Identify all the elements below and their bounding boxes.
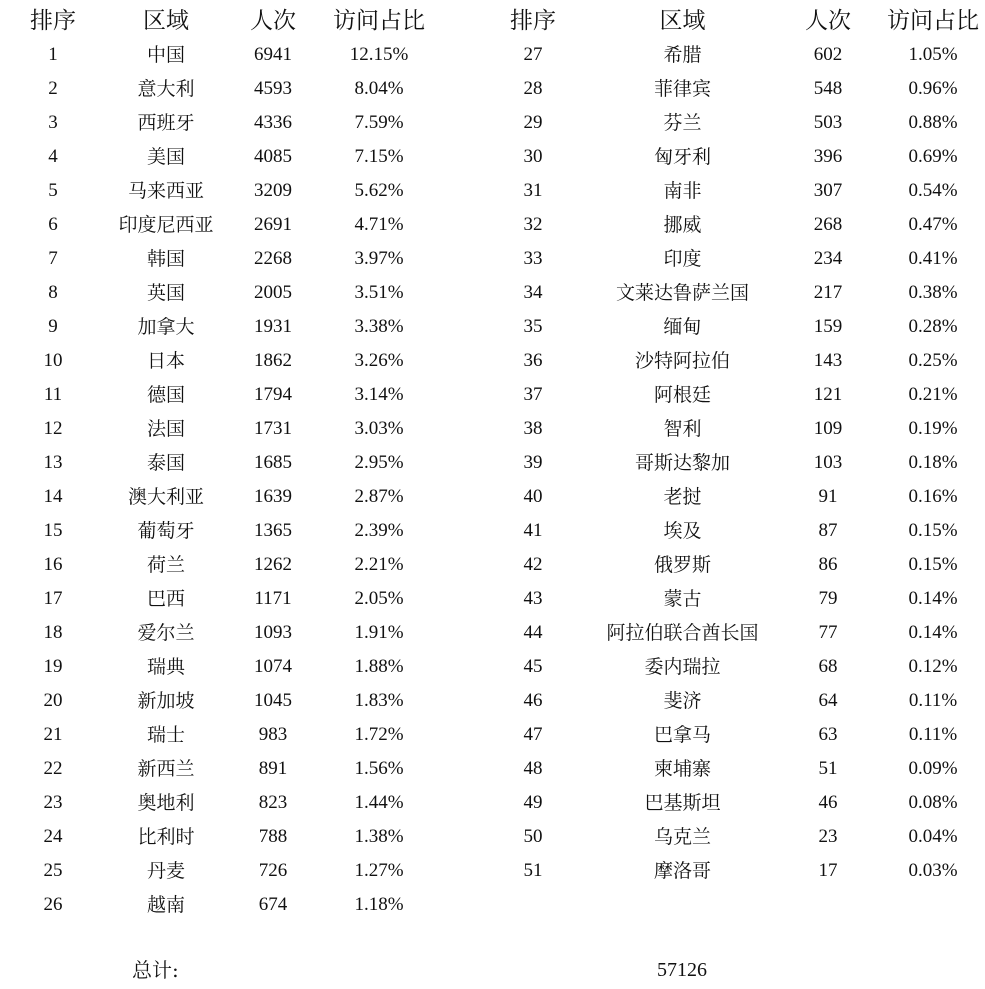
count-cell: 103 bbox=[813, 452, 843, 473]
rank-cell: 4 bbox=[48, 146, 58, 167]
count-cell: 1093 bbox=[254, 622, 292, 643]
count-cell: 307 bbox=[813, 180, 843, 201]
total-value: 57126 bbox=[657, 959, 707, 981]
region-cell: 柬埔寨 bbox=[653, 758, 711, 780]
share-cell: 4.71% bbox=[354, 214, 404, 235]
header-region: 区域 bbox=[143, 8, 189, 34]
total-label: 总计: bbox=[132, 958, 179, 982]
share-cell: 0.11% bbox=[908, 724, 958, 745]
share-cell: 12.15% bbox=[349, 44, 409, 65]
share-cell: 3.97% bbox=[354, 248, 404, 269]
count-cell: 1171 bbox=[254, 588, 292, 609]
share-cell: 0.12% bbox=[908, 656, 958, 677]
share-cell: 0.04% bbox=[908, 826, 958, 847]
region-cell: 菲律宾 bbox=[653, 78, 711, 100]
rank-cell: 42 bbox=[523, 554, 543, 575]
region-cell: 哥斯达黎加 bbox=[634, 452, 730, 474]
count-cell: 1262 bbox=[254, 554, 292, 575]
header-count: 人次 bbox=[250, 8, 296, 34]
share-cell: 1.18% bbox=[354, 894, 404, 915]
header-region: 区域 bbox=[659, 8, 706, 34]
count-cell: 788 bbox=[258, 826, 288, 847]
region-cell: 文莱达鲁萨兰国 bbox=[615, 282, 749, 304]
region-cell: 埃及 bbox=[663, 520, 702, 542]
rank-cell: 15 bbox=[43, 520, 63, 541]
share-cell: 0.28% bbox=[908, 316, 958, 337]
header-rank: 排序 bbox=[510, 8, 556, 34]
rank-cell: 33 bbox=[523, 248, 543, 269]
rank-cell: 10 bbox=[43, 350, 63, 371]
region-cell: 加拿大 bbox=[137, 316, 195, 338]
count-cell: 602 bbox=[813, 44, 843, 65]
share-cell: 1.88% bbox=[354, 656, 404, 677]
region-cell: 比利时 bbox=[137, 826, 195, 848]
share-cell: 2.05% bbox=[354, 588, 404, 609]
rank-cell: 27 bbox=[523, 44, 543, 65]
region-cell: 马来西亚 bbox=[127, 180, 204, 202]
share-cell: 1.56% bbox=[354, 758, 404, 779]
count-cell: 4336 bbox=[254, 112, 292, 133]
region-cell: 西班牙 bbox=[137, 112, 195, 134]
share-cell: 1.27% bbox=[354, 860, 404, 881]
count-cell: 234 bbox=[813, 248, 843, 269]
rank-cell: 25 bbox=[43, 860, 63, 881]
region-cell: 摩洛哥 bbox=[653, 860, 711, 882]
share-cell: 0.03% bbox=[908, 860, 958, 881]
count-cell: 823 bbox=[258, 792, 288, 813]
share-cell: 2.95% bbox=[354, 452, 404, 473]
rank-cell: 14 bbox=[43, 486, 63, 507]
count-cell: 1862 bbox=[254, 350, 292, 371]
share-cell: 1.05% bbox=[908, 44, 958, 65]
count-cell: 4593 bbox=[254, 78, 292, 99]
rank-cell: 9 bbox=[48, 316, 58, 337]
rank-cell: 34 bbox=[523, 282, 543, 303]
rank-cell: 29 bbox=[523, 112, 543, 133]
count-cell: 68 bbox=[818, 656, 838, 677]
rank-cell: 13 bbox=[43, 452, 63, 473]
share-cell: 2.87% bbox=[354, 486, 404, 507]
share-cell: 2.21% bbox=[354, 554, 404, 575]
share-cell: 1.44% bbox=[354, 792, 404, 813]
share-cell: 0.38% bbox=[908, 282, 958, 303]
share-cell: 1.91% bbox=[354, 622, 404, 643]
count-cell: 1074 bbox=[254, 656, 292, 677]
share-cell: 3.38% bbox=[354, 316, 404, 337]
region-cell: 匈牙利 bbox=[653, 146, 711, 168]
share-cell: 5.62% bbox=[354, 180, 404, 201]
count-cell: 6941 bbox=[254, 44, 292, 65]
rank-cell: 21 bbox=[43, 724, 63, 745]
rank-cell: 1 bbox=[48, 44, 58, 65]
count-cell: 2691 bbox=[254, 214, 292, 235]
rank-cell: 23 bbox=[43, 792, 63, 813]
rank-cell: 6 bbox=[48, 214, 58, 235]
count-cell: 983 bbox=[258, 724, 288, 745]
count-cell: 51 bbox=[818, 758, 838, 779]
region-cell: 泰国 bbox=[146, 452, 185, 474]
region-cell: 英国 bbox=[146, 282, 185, 304]
count-cell: 268 bbox=[813, 214, 843, 235]
count-cell: 143 bbox=[813, 350, 843, 371]
region-cell: 奥地利 bbox=[137, 792, 195, 814]
region-cell: 新西兰 bbox=[137, 758, 195, 780]
rank-cell: 31 bbox=[523, 180, 543, 201]
share-cell: 3.26% bbox=[354, 350, 404, 371]
count-cell: 17 bbox=[818, 860, 838, 881]
rank-cell: 46 bbox=[523, 690, 543, 711]
share-cell: 3.14% bbox=[354, 384, 404, 405]
rank-cell: 12 bbox=[43, 418, 63, 439]
count-cell: 109 bbox=[813, 418, 843, 439]
rank-cell: 37 bbox=[523, 384, 543, 405]
region-cell: 日本 bbox=[146, 350, 185, 372]
rank-cell: 32 bbox=[523, 214, 543, 235]
rank-cell: 19 bbox=[43, 656, 63, 677]
region-cell: 法国 bbox=[146, 418, 185, 440]
count-cell: 1731 bbox=[254, 418, 292, 439]
count-cell: 2005 bbox=[254, 282, 292, 303]
region-cell: 芬兰 bbox=[663, 112, 702, 134]
count-cell: 3209 bbox=[254, 180, 292, 201]
region-cell: 德国 bbox=[146, 384, 185, 406]
region-cell: 阿根廷 bbox=[653, 384, 711, 406]
header-share: 访问占比 bbox=[333, 8, 425, 34]
region-cell: 斐济 bbox=[663, 690, 702, 712]
share-cell: 0.18% bbox=[908, 452, 958, 473]
rank-cell: 2 bbox=[48, 78, 58, 99]
count-cell: 1931 bbox=[254, 316, 292, 337]
count-cell: 396 bbox=[813, 146, 843, 167]
share-cell: 0.11% bbox=[908, 690, 958, 711]
rank-cell: 44 bbox=[523, 622, 543, 643]
count-cell: 64 bbox=[818, 690, 838, 711]
region-cell: 挪威 bbox=[663, 214, 702, 236]
rank-cell: 43 bbox=[523, 588, 543, 609]
rank-cell: 50 bbox=[523, 826, 543, 847]
count-cell: 674 bbox=[258, 894, 288, 915]
region-cell: 阿拉伯联合酋长国 bbox=[606, 622, 759, 644]
rank-cell: 28 bbox=[523, 78, 543, 99]
count-cell: 726 bbox=[258, 860, 288, 881]
region-cell: 乌克兰 bbox=[653, 826, 711, 848]
count-cell: 63 bbox=[818, 724, 838, 745]
share-cell: 0.09% bbox=[908, 758, 958, 779]
share-cell: 0.19% bbox=[908, 418, 958, 439]
region-cell: 蒙古 bbox=[663, 588, 702, 610]
count-cell: 891 bbox=[258, 758, 288, 779]
rank-cell: 41 bbox=[523, 520, 543, 541]
share-cell: 0.15% bbox=[908, 520, 958, 541]
share-cell: 1.72% bbox=[354, 724, 404, 745]
share-cell: 0.88% bbox=[908, 112, 958, 133]
region-cell: 瑞典 bbox=[146, 656, 185, 678]
rank-cell: 47 bbox=[523, 724, 543, 745]
region-cell: 澳大利亚 bbox=[127, 486, 204, 508]
rank-cell: 35 bbox=[523, 316, 543, 337]
region-cell: 越南 bbox=[146, 894, 185, 916]
region-cell: 韩国 bbox=[146, 248, 185, 270]
share-cell: 0.25% bbox=[908, 350, 958, 371]
rank-cell: 26 bbox=[43, 894, 63, 915]
rank-cell: 48 bbox=[523, 758, 543, 779]
count-cell: 23 bbox=[818, 826, 838, 847]
share-cell: 0.15% bbox=[908, 554, 958, 575]
rank-cell: 40 bbox=[523, 486, 543, 507]
count-cell: 1365 bbox=[254, 520, 292, 541]
region-cell: 意大利 bbox=[137, 78, 195, 100]
rank-cell: 45 bbox=[523, 656, 543, 677]
region-cell: 爱尔兰 bbox=[137, 622, 195, 644]
count-cell: 4085 bbox=[254, 146, 292, 167]
share-cell: 0.69% bbox=[908, 146, 958, 167]
rank-cell: 17 bbox=[43, 588, 63, 609]
rank-cell: 51 bbox=[523, 860, 543, 881]
rank-cell: 39 bbox=[523, 452, 543, 473]
region-cell: 中国 bbox=[146, 44, 185, 66]
region-cell: 美国 bbox=[146, 146, 185, 168]
region-cell: 荷兰 bbox=[146, 554, 185, 576]
rank-cell: 36 bbox=[523, 350, 543, 371]
region-cell: 巴西 bbox=[146, 588, 185, 610]
share-cell: 3.03% bbox=[354, 418, 404, 439]
share-cell: 0.47% bbox=[908, 214, 958, 235]
region-cell: 委内瑞拉 bbox=[644, 656, 721, 678]
share-cell: 0.21% bbox=[908, 384, 958, 405]
rank-cell: 8 bbox=[48, 282, 58, 303]
share-cell: 0.08% bbox=[908, 792, 958, 813]
header-rank: 排序 bbox=[30, 8, 76, 34]
region-cell: 沙特阿拉伯 bbox=[634, 350, 730, 372]
region-cell: 瑞士 bbox=[146, 724, 185, 746]
count-cell: 86 bbox=[818, 554, 838, 575]
count-cell: 503 bbox=[813, 112, 843, 133]
count-cell: 91 bbox=[818, 486, 838, 507]
share-cell: 0.54% bbox=[908, 180, 958, 201]
region-cell: 巴拿马 bbox=[653, 724, 711, 746]
rank-cell: 22 bbox=[43, 758, 63, 779]
region-cell: 缅甸 bbox=[663, 316, 702, 338]
share-cell: 0.41% bbox=[908, 248, 958, 269]
rank-cell: 7 bbox=[48, 248, 58, 269]
rank-cell: 20 bbox=[43, 690, 63, 711]
count-cell: 1045 bbox=[254, 690, 292, 711]
header-count: 人次 bbox=[805, 8, 851, 34]
region-cell: 南非 bbox=[663, 180, 702, 202]
share-cell: 3.51% bbox=[354, 282, 404, 303]
share-cell: 7.15% bbox=[354, 146, 404, 167]
share-cell: 0.14% bbox=[908, 588, 958, 609]
share-cell: 1.83% bbox=[354, 690, 404, 711]
share-cell: 8.04% bbox=[354, 78, 404, 99]
count-cell: 1685 bbox=[254, 452, 292, 473]
count-cell: 46 bbox=[818, 792, 838, 813]
share-cell: 1.38% bbox=[354, 826, 404, 847]
count-cell: 121 bbox=[813, 384, 843, 405]
rank-cell: 18 bbox=[43, 622, 63, 643]
count-cell: 79 bbox=[818, 588, 838, 609]
share-cell: 7.59% bbox=[354, 112, 404, 133]
region-cell: 希腊 bbox=[663, 44, 702, 66]
region-cell: 巴基斯坦 bbox=[644, 792, 721, 814]
region-cell: 智利 bbox=[663, 418, 702, 440]
count-cell: 2268 bbox=[254, 248, 292, 269]
region-cell: 新加坡 bbox=[137, 690, 195, 712]
rank-cell: 49 bbox=[523, 792, 543, 813]
share-cell: 0.14% bbox=[908, 622, 958, 643]
count-cell: 1639 bbox=[254, 486, 292, 507]
rank-cell: 24 bbox=[43, 826, 63, 847]
region-cell: 印度尼西亚 bbox=[118, 214, 214, 236]
region-cell: 印度 bbox=[663, 248, 702, 270]
count-cell: 77 bbox=[818, 622, 838, 643]
count-cell: 159 bbox=[813, 316, 843, 337]
rank-cell: 5 bbox=[48, 180, 58, 201]
count-cell: 217 bbox=[813, 282, 843, 303]
share-cell: 0.96% bbox=[908, 78, 958, 99]
count-cell: 87 bbox=[818, 520, 838, 541]
share-cell: 2.39% bbox=[354, 520, 404, 541]
rank-cell: 30 bbox=[523, 146, 543, 167]
rank-cell: 38 bbox=[523, 418, 543, 439]
rank-cell: 3 bbox=[48, 112, 58, 133]
share-cell: 0.16% bbox=[908, 486, 958, 507]
region-cell: 俄罗斯 bbox=[653, 554, 711, 576]
rank-cell: 16 bbox=[43, 554, 63, 575]
count-cell: 548 bbox=[813, 78, 843, 99]
header-share: 访问占比 bbox=[887, 8, 979, 34]
region-cell: 葡萄牙 bbox=[137, 520, 195, 542]
rank-cell: 11 bbox=[43, 384, 63, 405]
count-cell: 1794 bbox=[254, 384, 292, 405]
region-cell: 老挝 bbox=[663, 486, 702, 508]
region-cell: 丹麦 bbox=[146, 860, 185, 882]
